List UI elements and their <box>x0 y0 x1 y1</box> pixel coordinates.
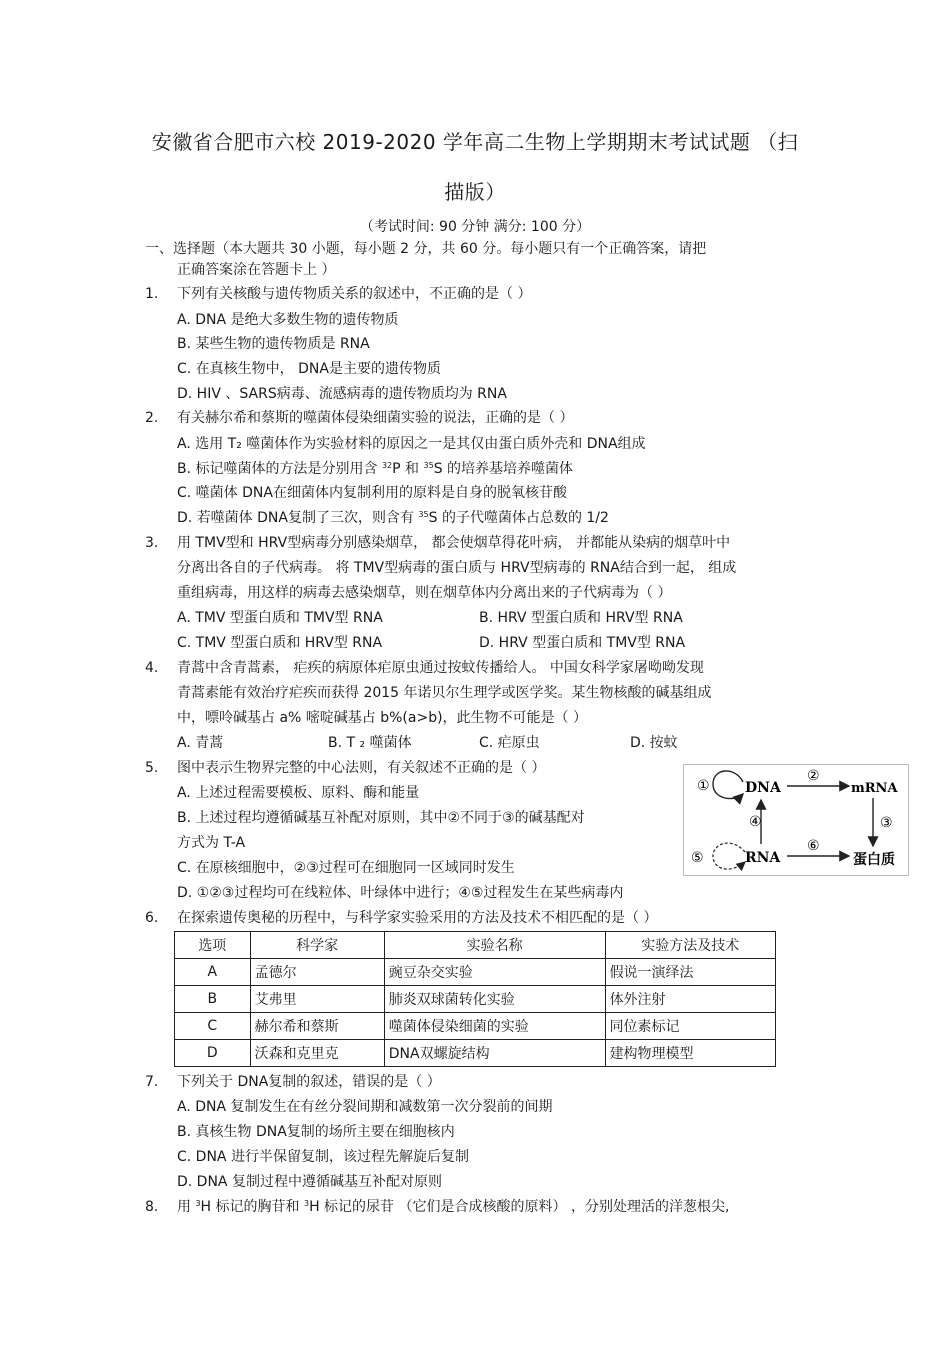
table-cell: 赫尔希和蔡斯 <box>250 1013 384 1040</box>
table-row <box>175 959 776 986</box>
table-header: 选项 <box>175 932 251 959</box>
option: A. DNA 是绝大多数生物的遗传物质 <box>177 312 399 328</box>
node-rna: RNA <box>745 850 781 866</box>
table-cell: B <box>175 986 251 1013</box>
question-stem: 青蒿素能有效治疗疟疾而获得 2015 年诺贝尔生理学或医学奖。某生物核酸的碱基组成 <box>177 685 712 701</box>
question-number: 3. <box>145 535 159 551</box>
isotope-mass-number: 3 <box>195 1199 201 1208</box>
question-stem: 在探索遗传奥秘的历程中，与科学家实验采用的方法及技术不相匹配的是（ ） <box>177 910 658 926</box>
table-cell: 同位素标记 <box>605 1013 775 1040</box>
step-4-label: ④ <box>749 814 762 830</box>
step-2-label: ② <box>807 768 820 784</box>
question-number: 1. <box>145 286 159 302</box>
option: C. 在原核细胞中，②③过程可在细胞同一区域同时发生 <box>177 860 515 876</box>
question-stem: 用 TMV型和 HRV型病毒分别感染烟草， 都会使烟草得花叶病， 并都能从染病的烟草叶中 <box>177 535 731 551</box>
option: D. 按蚊 <box>630 735 678 751</box>
section-heading-cont: 正确答案涂在答题卡上 ） <box>177 262 336 278</box>
question-number: 6. <box>145 910 159 926</box>
table-cell: 沃森和克里克 <box>250 1040 384 1067</box>
table-cell: 孟德尔 <box>250 959 384 986</box>
option: A. 上述过程需要模板、原料、酶和能量 <box>177 785 420 801</box>
table-header: 实验方法及技术 <box>605 932 775 959</box>
option: A. 选用 T₂ 噬菌体作为实验材料的原因之一是其仅由蛋白质外壳和 DNA组成 <box>177 436 646 452</box>
question-stem: 有关赫尔希和蔡斯的噬菌体侵染细菌实验的说法，正确的是（ ） <box>177 410 574 426</box>
option: C. 噬菌体 DNA在细菌体内复制利用的原料是自身的脱氧核苷酸 <box>177 485 567 501</box>
table-header-row <box>175 932 776 959</box>
isotope-mass-number: 32 <box>381 461 393 470</box>
isotope-mass-number: 3 <box>303 1199 310 1208</box>
table-cell: 艾弗里 <box>250 986 384 1013</box>
table-cell: 豌豆杂交实验 <box>384 959 605 986</box>
option: A. DNA 复制发生在有丝分裂间期和减数第一次分裂前的间期 <box>177 1099 553 1115</box>
option: B. 真核生物 DNA复制的场所主要在细胞核内 <box>177 1124 455 1140</box>
option: B. 标记噬菌体的方法是分别用含 $^{32}$P 和 $^{35}$S 的培养基培养噬菌体 <box>177 461 574 477</box>
question-stem: 中，嘌呤碱基占 a% 嘧啶碱基占 b%(a>b)，此生物不可能是（ ） <box>177 710 587 726</box>
step-1-label: ① <box>697 778 710 794</box>
step-3-label: ③ <box>880 815 893 831</box>
question-number: 4. <box>145 660 159 676</box>
table-cell: 肺炎双球菌转化实验 <box>384 986 605 1013</box>
table-row <box>175 1013 776 1040</box>
question-number: 2. <box>145 410 159 426</box>
table-header: 科学家 <box>250 932 384 959</box>
table-cell: 体外注射 <box>605 986 775 1013</box>
table-row <box>175 986 776 1013</box>
table-cell: 假说一演绎法 <box>605 959 775 986</box>
isotope-mass-number: 35 <box>423 461 434 470</box>
central-dogma-diagram <box>683 764 909 876</box>
question-stem: 重组病毒，用这样的病毒去感染烟草，则在烟草体内分离出来的子代病毒为（ ） <box>177 585 672 601</box>
section-heading: 一、选择题（本大题共 30 小题，每小题 2 分，共 60 分。每小题只有一个正确答案，请把 <box>145 241 707 257</box>
question-stem: 图中表示生物界完整的中心法则，有关叙述不正确的是（ ） <box>177 760 546 776</box>
table-row <box>175 1040 776 1067</box>
question-stem: 下列有关核酸与遗传物质关系的叙述中，不正确的是（ ） <box>177 286 532 302</box>
question-number: 8. <box>145 1199 159 1215</box>
table-cell: 噬菌体侵染细菌的实验 <box>384 1013 605 1040</box>
option: C. TMV 型蛋白质和 HRV型 RNA <box>177 635 383 651</box>
option: D. HIV 、SARS病毒、流感病毒的遗传物质均为 RNA <box>177 386 507 402</box>
option: C. 在真核生物中， DNA是主要的遗传物质 <box>177 361 441 377</box>
option: B. 上述过程均遵循碱基互补配对原则，其中②不同于③的碱基配对 <box>177 810 585 826</box>
table-cell: 建构物理模型 <box>605 1040 775 1067</box>
option: D. DNA 复制过程中遵循碱基互补配对原则 <box>177 1174 442 1190</box>
title-line-1: 安徽省合肥市六校 2019-2020 学年高二生物上学期期末考试试题 （扫 <box>151 130 799 154</box>
option: A. 青蒿 <box>177 735 224 751</box>
title-line-2: 描版） <box>444 180 506 204</box>
option: A. TMV 型蛋白质和 TMV型 RNA <box>177 610 383 626</box>
question-stem: 分离出各自的子代病毒。 将 TMV型病毒的蛋白质与 HRV型病毒的 RNA结合到一起， 组成 <box>177 560 737 576</box>
option: D. 若噬菌体 DNA复制了三次，则含有 $^{35}$S 的子代噬菌体占总数的 1/2 <box>177 510 609 526</box>
exam-meta: （考试时间: 90 分钟 满分: 100 分） <box>359 219 591 235</box>
option: C. DNA 进行半保留复制，该过程先解旋后复制 <box>177 1149 469 1165</box>
question-number: 5. <box>145 760 159 776</box>
table-cell: C <box>175 1013 251 1040</box>
question-number: 7. <box>145 1074 159 1090</box>
option: D. HRV 型蛋白质和 TMV型 RNA <box>479 635 686 651</box>
option: B. T ₂ 噬菌体 <box>328 735 412 751</box>
question-stem: 下列关于 DNA复制的叙述，错误的是（ ） <box>177 1074 441 1090</box>
step-5-label: ⑤ <box>691 850 704 866</box>
option: D. ①②③过程均可在线粒体、叶绿体中进行；④⑤过程发生在某些病毒内 <box>177 885 624 901</box>
isotope-mass-number: 35 <box>418 510 429 519</box>
step-6-label: ⑥ <box>807 838 820 854</box>
question-stem: 青蒿中含青蒿素， 疟疾的病原体疟原虫通过按蚊传播给人。 中国女科学家屠呦呦发现 <box>177 660 704 676</box>
option: B. HRV 型蛋白质和 HRV型 RNA <box>479 610 683 626</box>
option: 方式为 T-A <box>177 835 246 851</box>
experiment-table <box>174 931 776 1067</box>
table-cell: D <box>175 1040 251 1067</box>
option: C. 疟原虫 <box>479 735 540 751</box>
table-cell: DNA双螺旋结构 <box>384 1040 605 1067</box>
node-mrna: mRNA <box>851 781 898 796</box>
table-cell: A <box>175 959 251 986</box>
question-stem: 用 $^3$H 标记的胸苷和 $^3$H 标记的尿苷 （它们是合成核酸的原料） ，分别处理活的洋葱根尖, <box>177 1199 730 1215</box>
option: B. 某些生物的遗传物质是 RNA <box>177 336 370 352</box>
node-dna: DNA <box>745 780 781 796</box>
table-header: 实验名称 <box>384 932 605 959</box>
node-protein: 蛋白质 <box>853 852 895 868</box>
